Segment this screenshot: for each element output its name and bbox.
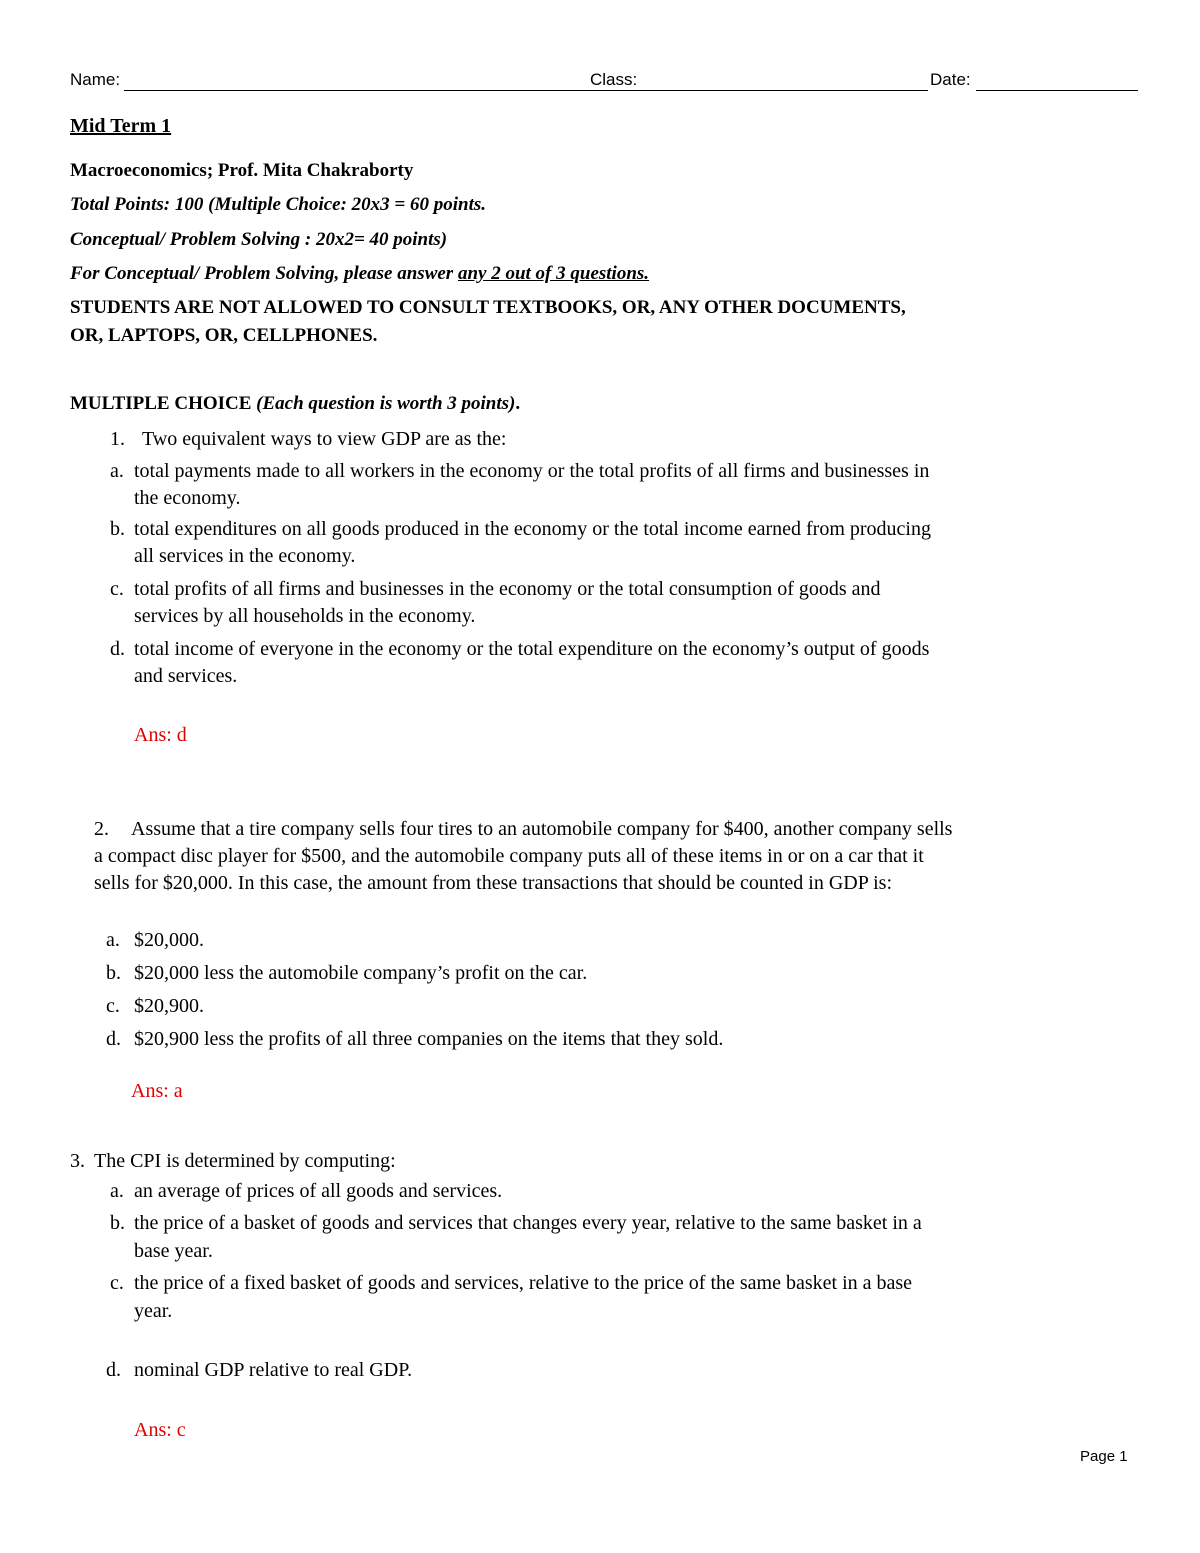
- question-number: 1.: [110, 428, 125, 450]
- option-text: the price of a fixed basket of goods and services, relative to the price of the same basket in a base: [134, 1272, 913, 1294]
- option-letter: b.: [110, 518, 125, 540]
- question-number: 2.: [94, 818, 109, 840]
- option-text: total profits of all firms and businesses in the economy or the total consumption of goods and: [134, 578, 881, 600]
- option-letter: d.: [106, 1359, 121, 1381]
- instruction-prefix: For Conceptual/ Problem Solving, please answer: [70, 263, 458, 284]
- section-note: (Each question is worth 3 points): [256, 393, 516, 414]
- option-text: base year.: [134, 1240, 213, 1262]
- option-text: $20,000 less the automobile company’s profit on the car.: [134, 962, 588, 984]
- option-letter: a.: [106, 929, 120, 951]
- option-letter: a.: [110, 1180, 124, 1202]
- section-period: .: [515, 393, 521, 414]
- question-number: 3.: [70, 1150, 85, 1172]
- question-text: Two equivalent ways to view GDP are as the:: [142, 428, 507, 450]
- class-field-line[interactable]: [642, 90, 928, 91]
- option-text: an average of prices of all goods and services.: [134, 1180, 503, 1202]
- class-label: Class:: [590, 70, 638, 89]
- option-letter: b.: [110, 1212, 125, 1234]
- warning-line-1: STUDENTS ARE NOT ALLOWED TO CONSULT TEXTBOOKS, OR, ANY OTHER DOCUMENTS,: [70, 297, 906, 318]
- option-text: total payments made to all workers in the economy or the total profits of all firms and businesses in: [134, 460, 930, 482]
- question-text: The CPI is determined by computing:: [94, 1150, 396, 1172]
- warning-line-2: OR, LAPTOPS, OR, CELLPHONES.: [70, 325, 378, 346]
- name-field-line[interactable]: [124, 90, 654, 91]
- option-letter: c.: [106, 995, 120, 1017]
- name-label: Name:: [70, 70, 121, 89]
- option-letter: a.: [110, 460, 124, 482]
- section-heading: [70, 393, 520, 415]
- option-text: $20,900.: [134, 995, 204, 1017]
- option-text: $20,900 less the profits of all three companies on the items that they sold.: [134, 1028, 724, 1050]
- instruction-line: [70, 263, 649, 285]
- exam-title: Mid Term 1: [70, 115, 172, 137]
- answer-key: Ans: c: [134, 1419, 186, 1441]
- option-text: total income of everyone in the economy or the total expenditure on the economy’s output of goods: [134, 638, 930, 660]
- option-letter: d.: [106, 1028, 121, 1050]
- date-label: Date:: [930, 70, 971, 89]
- option-text: the price of a basket of goods and services that changes every year, relative to the same basket in a: [134, 1212, 922, 1234]
- option-letter: c.: [110, 1272, 124, 1294]
- question-text: Assume that a tire company sells four tires to an automobile company for $400, another company sells: [131, 818, 953, 840]
- option-text: services by all households in the economy.: [134, 605, 476, 627]
- option-text: all services in the economy.: [134, 545, 356, 567]
- option-text: $20,000.: [134, 929, 204, 951]
- option-letter: b.: [106, 962, 121, 984]
- question-text: sells for $20,000. In this case, the amount from these transactions that should be counted in GDP is:: [94, 872, 893, 894]
- instruction-underlined: any 2 out of 3 questions.: [457, 263, 650, 284]
- points-line-2: Conceptual/ Problem Solving : 20x2= 40 points): [70, 229, 448, 250]
- answer-key: Ans: a: [131, 1080, 183, 1102]
- date-field-line[interactable]: [976, 90, 1138, 91]
- option-text: the economy.: [134, 487, 241, 509]
- option-letter: d.: [110, 638, 125, 660]
- question-text: a compact disc player for $500, and the automobile company puts all of these items in or on a car that it: [94, 845, 924, 867]
- points-line-1: Total Points: 100 (Multiple Choice: 20x3 = 60 points.: [70, 194, 487, 215]
- option-text: year.: [134, 1300, 173, 1322]
- section-title: MULTIPLE CHOICE: [70, 393, 257, 414]
- answer-key: Ans: d: [134, 724, 187, 746]
- student-info-line: [70, 70, 1138, 96]
- option-text: nominal GDP relative to real GDP.: [134, 1359, 413, 1381]
- option-text: total expenditures on all goods produced in the economy or the total income earned from producing: [134, 518, 931, 540]
- option-text: and services.: [134, 665, 238, 687]
- option-letter: c.: [110, 578, 124, 600]
- course-name: Macroeconomics; Prof. Mita Chakraborty: [70, 160, 414, 181]
- page-number: Page 1: [1080, 1448, 1128, 1465]
